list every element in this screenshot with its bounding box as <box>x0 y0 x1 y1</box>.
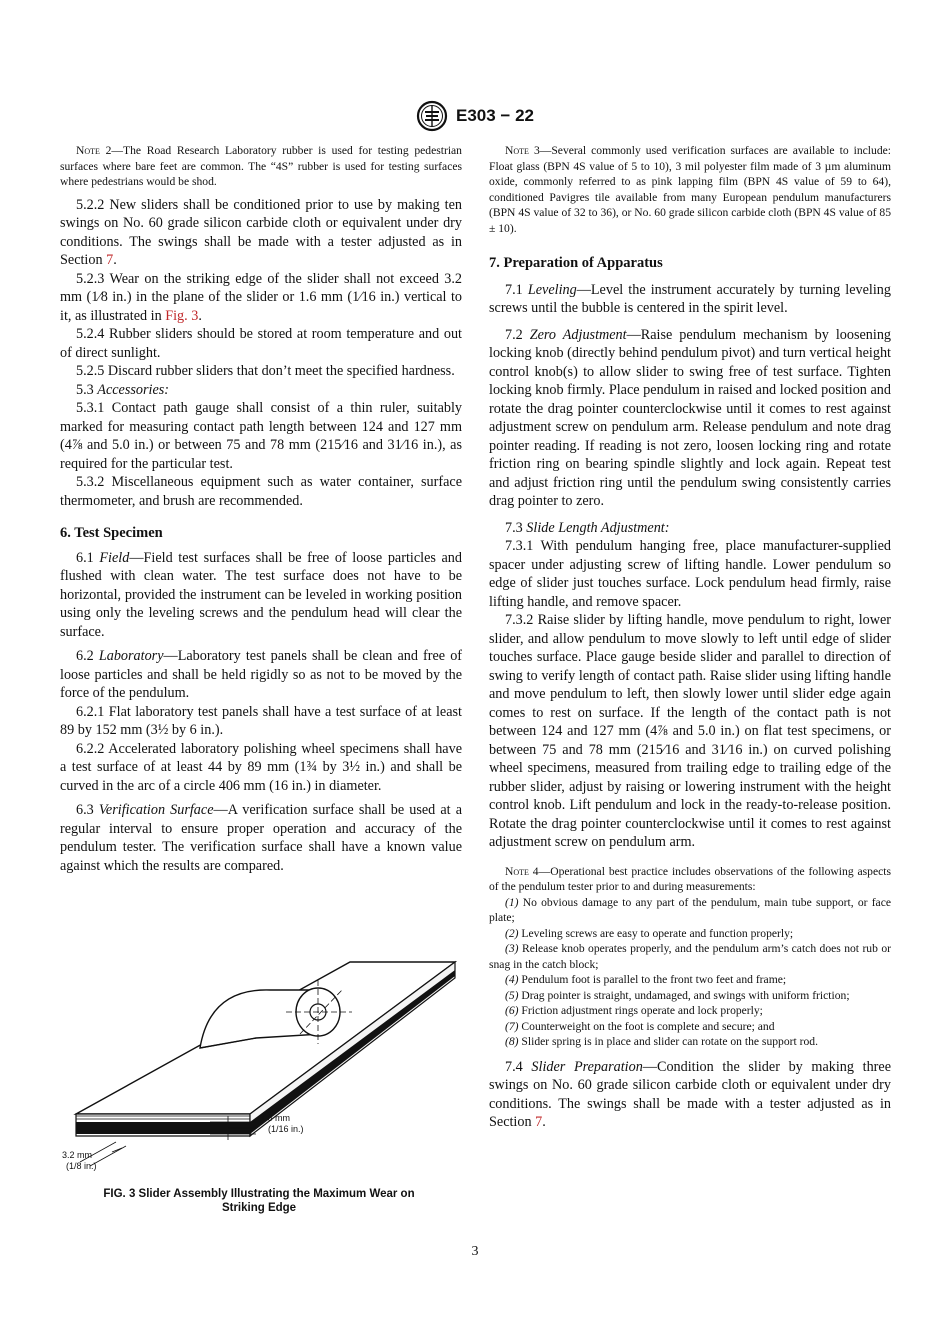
para-5-3-1: 5.3.1 Contact path gauge shall consist of a thin ruler, suitably marked for measuring contact path length between 124 and 127 mm (4⅞ and 5.0 in.) or between 75 and 78 mm (215⁄16 and 31⁄16 in.), as required for the particular test. <box>60 400 462 472</box>
note-4-item-num: (5) <box>505 988 519 1002</box>
note-4-item <box>489 1003 891 1019</box>
note-4-item <box>489 926 891 942</box>
para-7-2-text: —Raise pendulum mechanism by loosening locking knob (directly behind pendulum pivot) and turn vertical height control knob(s) to allow slider to swing free of test surface. Tighten locking knob firmly. Place pendulum in raised and locked position and rotate the drag pointer counterclockwise until it comes to rest against adjustment screw on pendulum arm. Release pendulum and note drag pointer reading. If reading is not zero, loosen locking ring and rotate friction ring on bearing spindle slightly and lock again. Repeat test and adjust friction ring until the pendulum swing consistently carries drag pointer to zero. <box>489 326 892 509</box>
para-5-3-num: 5.3 <box>76 381 94 398</box>
para-7-3-title: Slide Length Adjustment: <box>526 519 670 536</box>
para-6-1-text: —Field test surfaces shall be free of loose particles and flushed with clean water. The test surface does not have to be horizontal, provided the instrument can be leveled in working position using only the leveling screws and the pendulum head will clear the surface. <box>60 549 462 640</box>
note-4-item-num: (4) <box>505 973 519 986</box>
para-7-2-title: Zero Adjustment <box>529 326 627 343</box>
para-7-4-num: 7.4 <box>505 1058 523 1075</box>
note-4-text: —Operational best practice includes observations of the following aspects of the pendulum tester prior to and during measurements: <box>489 864 891 893</box>
note-4-item <box>489 988 891 1004</box>
para-7-3 <box>489 519 891 538</box>
para-5-2-3-text: 5.2.3 Wear on the striking edge of the slider shall not exceed 3.2 mm (1⁄8 in.) in the plane of the slider or 1.6 mm (1⁄16 in.) vertical to it, as illustrated in <box>60 270 462 324</box>
note-4-item-text: Friction adjustment rings operate and lock properly; <box>518 1004 763 1017</box>
left-column <box>60 143 462 875</box>
section-7-link[interactable]: 7 <box>106 252 114 268</box>
para-7-4-text: —Condition the slider by making three swings on No. 60 grade silicon carbide cloth or equivalent under dry conditions. The swings shall be made with a tester adjusted as in Section <box>489 1058 891 1130</box>
note-4-item-text: Counterweight on the foot is complete and secure; and <box>518 1019 775 1033</box>
fig-3-link[interactable]: Fig. 3 <box>165 307 199 324</box>
para-7-2 <box>489 326 891 511</box>
note-2 <box>60 143 462 190</box>
para-7-1-num: 7.1 <box>505 281 523 298</box>
para-6-3-num: 6.3 <box>76 802 94 818</box>
label-3-2mm: 3.2 mm <box>62 1150 93 1160</box>
note-4-item-num: (2) <box>505 926 519 940</box>
note-4-item-text: Leveling screws are easy to operate and function properly; <box>518 926 794 940</box>
para-6-3 <box>60 801 462 875</box>
para-6-2-num: 6.2 <box>76 648 94 664</box>
section-7-link[interactable]: 7 <box>535 1114 543 1130</box>
document-designation: E303 − 22 <box>456 106 534 125</box>
note-4-item-text: Pendulum foot is parallel to the front two feet and frame; <box>518 973 787 986</box>
section-6-heading: 6. Test Specimen <box>60 525 163 541</box>
para-7-3-1: 7.3.1 With pendulum hanging free, place manufacturer-supplied spacer under adjusting screw of lifting handle. Lower pendulum so edge of slider just touches surface. Lock pendulum head firmly, raise lifting handle, and remove spacer. <box>489 538 891 610</box>
para-6-3-title: Verification Surface <box>98 802 214 818</box>
note-4-item <box>489 1034 891 1050</box>
note-2-label: Note 2 <box>76 144 112 157</box>
note-2-text: —The Road Research Laboratory rubber is used for testing pedestrian surfaces where bare feet are common. The “4S” rubber is used for testing surfaces where pedestrians would be shod. <box>60 144 462 188</box>
para-7-4: 7.4 Slider Preparation—Condition the slider by making three swings on No. 60 grade silicon carbide cloth or equivalent under dry conditions. The swings shall be made with a tester adjusted as in Section 7. <box>489 1058 891 1130</box>
para-5-2-4: 5.2.4 Rubber sliders should be stored at room temperature and out of direct sunlight. <box>60 326 462 361</box>
figure-3-caption <box>60 1187 458 1215</box>
section-7-heading: 7. Preparation of Apparatus <box>489 255 663 271</box>
page-number: 3 <box>471 1244 479 1259</box>
para-7-1 <box>489 281 891 318</box>
para-6-2-title: Laboratory <box>98 648 164 664</box>
note-4-item <box>489 972 891 988</box>
astm-logo-icon <box>416 100 448 132</box>
para-7-1-text: —Level the instrument accurately by turning leveling screws until the bubble is centered in the spirit level. <box>489 281 891 316</box>
page-header <box>0 100 950 132</box>
figure-3 <box>60 938 462 1178</box>
para-5-2-2-text: 5.2.2 New sliders shall be conditioned prior to use by making ten swings on No. 60 grade silicon carbide cloth or equivalent under dry conditions. The swings shall be made with a tester adjusted as in Section <box>60 196 462 268</box>
para-6-1-title: Field <box>99 549 130 566</box>
para-6-2-2: 6.2.2 Accelerated laboratory polishing wheel specimens shall have a test surface of at least 44 by 89 mm (1¾ by 3½ in.) and shall be curved in the arc of a circle 406 mm (16 in.) in diameter. <box>60 740 462 794</box>
note-4-item-num: (6) <box>505 1004 519 1017</box>
slider-assembly-drawing <box>60 938 462 1178</box>
para-5-3-title: Accessories: <box>97 381 169 398</box>
para-6-2-text: —Laboratory test panels shall be clean and free of loose particles and shall be held rigidly so as not to be moved by the force of the pendulum. <box>60 648 463 701</box>
note-4-item-text: Slider spring is in place and slider can rotate on the support rod. <box>518 1035 818 1048</box>
note-4-item-num: (8) <box>505 1035 519 1048</box>
para-7-2-num: 7.2 <box>505 326 523 343</box>
note-3-text: —Several commonly used verification surfaces are available to include: Float glass (BPN 4S value of 5 to 10), 3 mil polyester film made of 3 µm aluminum oxide, commonly referred to as pink lapping film (BPN 4S value of 59 to 64), conditioned Pavigres tile available from many European pendulum manufacturers (BPN 4S value of 32 to 36), or No. 60 grade silicon carbide cloth (BPN 4S value of 85 ± 10). <box>489 144 891 235</box>
para-5-2-2: 5.2.2 New sliders shall be conditioned prior to use by making ten swings on No. 60 grade silicon carbide cloth or equivalent under dry conditions. The swings shall be made with a tester adjusted as in Section 7. <box>60 196 462 268</box>
rubber-layer-front <box>76 1122 250 1134</box>
note-4-item <box>489 1019 891 1035</box>
para-6-2 <box>60 647 462 703</box>
para-5-3 <box>60 381 462 400</box>
label-1-8in: (1/8 in.) <box>66 1161 97 1171</box>
note-4-item <box>489 895 891 926</box>
note-4-item-text: No obvious damage to any part of the pendulum, main tube support, or face plate; <box>489 895 891 924</box>
label-1-16in: (1/16 in.) <box>268 1124 304 1134</box>
para-6-1 <box>60 549 462 642</box>
caption-line-1: FIG. 3 Slider Assembly Illustrating the Maximum Wear on <box>103 1188 415 1200</box>
note-4-item <box>489 941 891 972</box>
para-7-3-2: 7.3.2 Raise slider by lifting handle, move pendulum to right, lower slider, and allow pendulum to move slowly to left until edge of slider touches surface. Place gauge beside slider and parallel to direction of swing to verify length of contact path. Raise slider using lifting handle and move pendulum to left, then slowly lower until slider edge again comes to rest on surface. If the length of the contact path is not between 124 and 127 mm (4⅞ and 5.0 in.) on flat test specimens, or between 75 and 78 mm (215⁄16 and 31⁄16 in.) on curved polishing wheel specimens, measured from trailing edge to trailing edge of the rubber slider, adjust by raising or lowering instrument with the height control knob. Lift pendulum and lock in the ready-to-release position. Rotate the drag pointer counterclockwise until it comes to rest against adjustment screw on pendulum arm. <box>489 612 891 850</box>
para-5-2-5: 5.2.5 Discard rubber sliders that don’t meet the specified hardness. <box>76 363 455 379</box>
caption-line-2: Striking Edge <box>221 1202 297 1214</box>
para-6-3-text: —A verification surface shall be used at a regular interval to ensure proper operation and accuracy of the pendulum tester. The verification surface shall have a known value against which the results are compared. <box>60 802 462 874</box>
note-4-item-num: (1) <box>505 895 519 909</box>
note-4-item-num: (7) <box>505 1019 519 1033</box>
para-7-4-title: Slider Preparation <box>531 1058 643 1075</box>
note-3-label: Note 3 <box>505 144 540 157</box>
note-4-item-text: Drag pointer is straight, undamaged, and swings with uniform friction; <box>518 988 850 1002</box>
para-5-3-2: 5.3.2 Miscellaneous equipment such as water container, surface thermometer, and brush are recommended. <box>60 474 462 509</box>
para-6-2-1: 6.2.1 Flat laboratory test panels shall have a test surface of at least 89 by 152 mm (3½ by 6 in.). <box>60 703 462 738</box>
note-4-intro <box>489 864 891 895</box>
para-6-1-num: 6.1 <box>76 549 94 566</box>
note-4-item-text: Release knob operates properly, and the pendulum arm’s catch does not rub or snag in the catch block; <box>489 942 891 971</box>
note-4-item-num: (3) <box>505 942 519 955</box>
para-7-3-num: 7.3 <box>505 519 523 536</box>
para-7-1-title: Leveling <box>527 281 577 298</box>
para-5-2-3: 5.2.3 Wear on the striking edge of the slider shall not exceed 3.2 mm (1⁄8 in.) in the plane of the slider or 1.6 mm (1⁄16 in.) vertical to it, as illustrated in Fig. 3. <box>60 270 462 324</box>
note-3 <box>489 143 891 236</box>
note-4 <box>489 864 891 1050</box>
right-column <box>489 143 891 1132</box>
note-4-label: Note 4 <box>505 864 539 878</box>
label-1-6mm: 1.6 mm <box>260 1113 291 1123</box>
